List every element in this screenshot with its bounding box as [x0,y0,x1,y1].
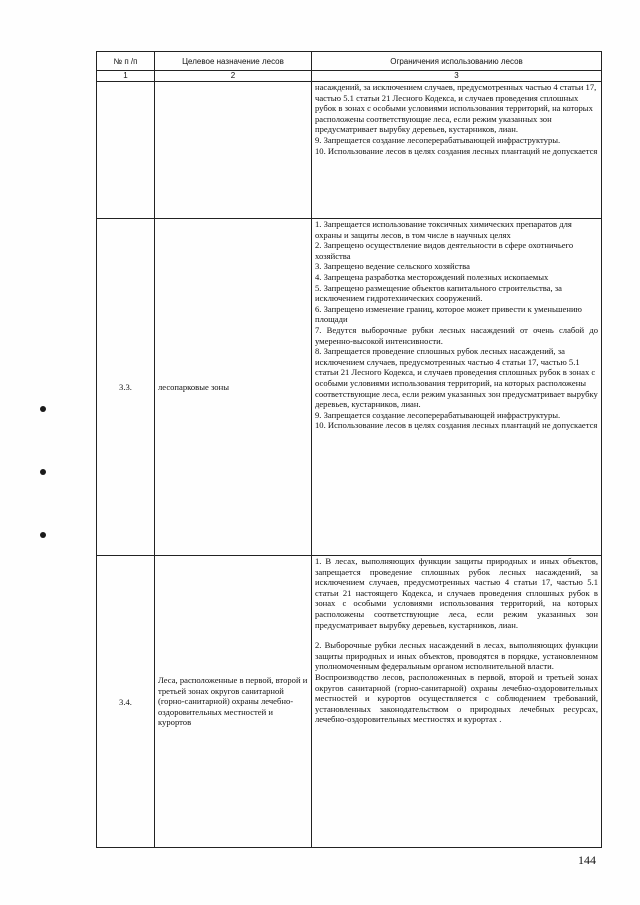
list-item: 9. Запрещается создание лесоперерабатывающей инфраструктуры. [315,409,561,420]
row-restrictions [312,556,602,848]
row-restrictions [312,82,602,219]
list-item: Воспроизводство лесов, расположенных в первой, второй и третьей зонах округов санитарной (горно-санитарной) охраны лечебно-оздоровительных местностей и курортов осуществляется с соблюдением требований, установленных законодательством о природных лечебных ресурсах, лечебно-оздоровительных местностях и курортах . [315,671,598,725]
list-item: насаждений, за исключением случаев, предусмотренных частью 4 статьи 17, частью 5.1 статьи 21 Лесного Кодекса, и случаев проведения сплошных рубок в зонах с особыми условиями использования территорий, на которых расположены соответствующие леса, если режим указанных зон предусматривает вырубку деревьев, кустарников, лиан. [315,82,597,135]
table-row [97,82,602,219]
binder-hole-mark [40,532,46,538]
binder-hole-mark [40,406,46,412]
header-restrictions: Ограничения использованию лесов [312,52,602,71]
binder-hole-mark [40,469,46,475]
list-item: 2. Запрещено осуществление видов деятельности в сфере охотничьего хозяйства [315,240,574,261]
row-number: 3.3. [97,219,155,556]
row-number [97,82,155,219]
list-item: 9. Запрещается создание лесоперерабатывающей инфраструктуры. [315,134,561,145]
row-purpose [155,82,312,219]
column-number-1: 1 [97,71,155,82]
header-purpose: Целевое назначение лесов [155,52,312,71]
list-item: 10. Использование лесов в целях создания лесных плантаций не допускается [315,420,598,431]
row-restrictions [312,219,602,556]
list-item: 7. Ведутся выборочные рубки лесных насаждений от очень слабой до умеренно-высокой интенсивности. [315,324,598,346]
header-number: № п /п [97,52,155,71]
table-row [97,556,602,848]
list-item: 10. Использование лесов в целях создания лесных плантаций не допускается [315,145,598,156]
row-purpose: Леса, расположенные в первой, второй и третьей зонах округов санитарной (горно-санитарной) охраны лечебно-оздоровительных местностей и курортов [155,556,312,848]
list-item: 6. Запрещено изменение границ, которое может привести к уменьшению площади [315,303,582,325]
column-number-3: 3 [312,71,602,82]
column-number-2: 2 [155,71,312,82]
page-number: 144 [578,853,596,867]
column-number-row [97,71,602,82]
list-item: 2. Выборочные рубки лесных насаждений в лесах, выполняющих функции защиты природных и иных объектов, проводятся в порядке, установленном уполномоченным федеральным органом исполнительной власти. [315,640,598,672]
list-item: 1. Запрещается использование токсичных химических препаратов для охраны и защиты лесов, в том числе в научных целях [315,219,572,240]
table-header-row [97,52,602,71]
list-item: 3. Запрещено ведение сельского хозяйства [315,261,470,272]
list-item: 8. Запрещается проведение сплошных рубок лесных насаждений, за исключением случаев, предусмотренных частью 4 статьи 17, частью 5.1 статьи 21 Лесного Кодекса, и случаев проведения сплошных рубок в зонах с особыми условиями использования территорий, на которых расположены соответствующие леса, если режим указанных зон предусматривает вырубку деревьев, кустарников, лиан. [315,346,598,410]
list-item: 5. Запрещено размещение объектов капитального строительства, за исключением гидротехнических сооружений. [315,282,562,304]
table-row [97,219,602,556]
row-number: 3.4. [97,556,155,848]
row-purpose: лесопарковые зоны [155,219,312,556]
list-item: 1. В лесах, выполняющих функции защиты природных и иных объектов, запрещается проведение сплошных рубок лесных насаждений, за исключением случаев, предусмотренных частью 4 статьи 17, частью 5.1 статьи 21 настоящего Кодекса, и случаев проведения сплошных рубок в зонах с особыми условиями использования территорий, на которых расположены соответствующие леса, если режим указанных зон предусматривает вырубку деревьев, кустарников, лиан. [315,556,598,630]
restrictions-table [96,51,602,848]
list-item: 4. Запрещена разработка месторождений полезных ископаемых [315,271,549,282]
